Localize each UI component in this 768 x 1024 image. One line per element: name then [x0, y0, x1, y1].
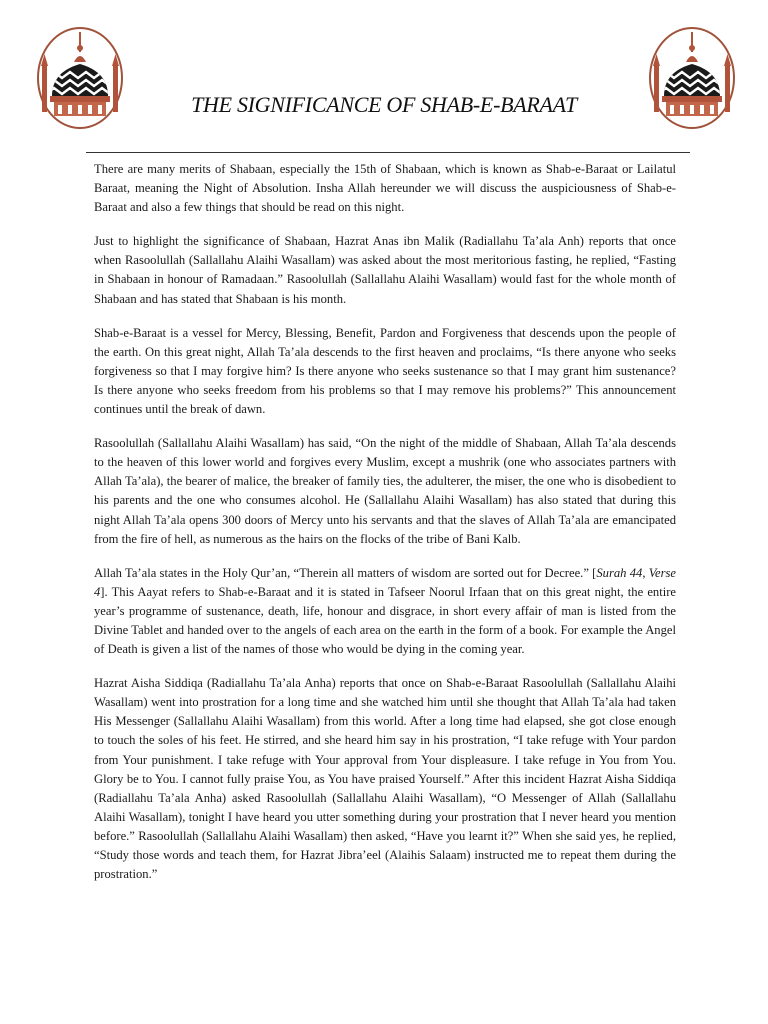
article-body — [94, 160, 676, 899]
paragraph-5 — [94, 564, 676, 659]
quran-reference: Surah 44, Verse 4 — [94, 565, 677, 599]
paragraph-4: Rasoolullah (Sallallahu Alaihi Wasallam) has said, “On the night of the middle of Shabaan, Allah Ta’ala descends to the heaven of this lower world and forgives every Muslim, except a mushrik (one who associates partners with Allah Ta’ala), the bearer of malice, the breaker of family ties, the adulterer, the miser, the one who is disobedient to his parents and the one who consumes alcohol. He (Sallallahu Alaihi Wasallam) has also stated that during this night Allah Ta’ala opens 300 doors of Mercy unto his servants and that the slaves of Allah Ta’ala are emancipated from the fire of hell, as numerous as the hairs on the flocks of the tribe of Bani Kalb. — [94, 436, 676, 546]
page-title: THE SIGNIFICANCE OF SHAB-E-BARAAT — [191, 92, 577, 117]
paragraph-1: There are many merits of Shabaan, especially the 15th of Shabaan, which is known as Shab-e-Baraat or Lailatul Baraat, meaning the Night of Absolution. Insha Allah hereunder we will discuss the auspiciousness of Shab-e-Baraat and also a few things that should be read on this night. — [94, 162, 676, 215]
paragraph-2: Just to highlight the significance of Shabaan, Hazrat Anas ibn Malik (Radiallahu Ta’ala Anh) reports that once when Rasoolullah (Sallallahu Alaihi Wasallam) was asked about the most meritorious fasting, he replied, “Fasting in Shabaan in honour of Ramadaan.” Rasoolullah (Sallallahu Alaihi Wasallam) would fast for the whole month of Shabaan and has stated that Shabaan is his month. — [94, 234, 676, 306]
paragraph-5-after: ]. This Aayat refers to Shab-e-Baraat and it is stated in Tafseer Noorul Irfaan that on this great night, the entire year’s programme of sustenance, death, life, honour and disgrace, in short every affair of man is listed from the Divine Tablet and handed over to the angels of each area on the earth in the form of a book. For example the Angel of Death is given a list of the names of those who would be dying in the coming year. — [94, 584, 676, 657]
title-divider — [86, 152, 690, 153]
paragraph-6: Hazrat Aisha Siddiqa (Radiallahu Ta’ala Anha) reports that once on Shab-e-Baraat Rasoolullah (Sallallahu Alaihi Wasallam) went into prostration for a long time and she watched him until she thought that Allah Ta’ala had taken His Messenger (Sallallahu Alaihi Wasallam) from this world. After a long time had elapsed, she got close enough to touch the soles of his feet. He stirred, and she heard him say in his prostration, “I take refuge with Your pardon from Your punishment. I take refuge with Your approval from Your displeasure. I take refuge in You from You. Glory be to You. I cannot fully praise You, as You have praised Yourself.” After this incident Hazrat Aisha Siddiqa (Radiallahu Ta’ala Anha) asked Rasoolullah (Sallallahu Alaihi Wasallam), “O Messenger of Allah (Sallallahu Alaihi Wasallam), tonight I have heard you utter something during your prostration that I never heard you mention before.” Rasoolullah (Sallallahu Alaihi Wasallam) then asked, “Have you learnt it?” When she said yes, he replied, “Study those words and teach them, for Hazrat Jibra’eel (Alaihis Salaam) instructed me to repeat them during the prostration.” — [94, 676, 676, 882]
paragraph-3: Shab-e-Baraat is a vessel for Mercy, Blessing, Benefit, Pardon and Forgiveness that descends upon the people of the earth. On this great night, Allah Ta’ala descends to the first heaven and proclaims, “Is there anyone who seeks forgiveness so that I may forgive him? Is there anyone who seeks sustenance so that I may grant him sustenance? Is there anyone who seeks freedom from his problems so that I may remove his problems?” This announcement continues until the break of dawn. — [94, 325, 676, 417]
paragraph-5-before: Allah Ta’ala states in the Holy Qur’an, “Therein all matters of wisdom are sorted out for Decree.” [ — [94, 565, 597, 580]
